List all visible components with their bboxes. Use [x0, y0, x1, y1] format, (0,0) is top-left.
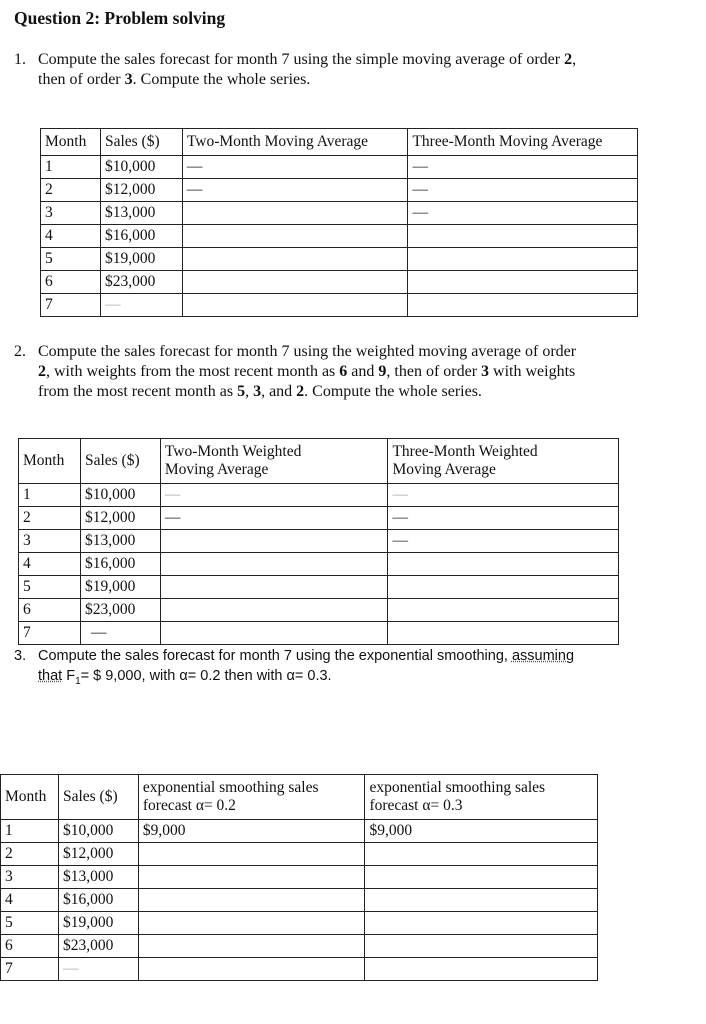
cell-three-month[interactable]: —: [408, 156, 638, 179]
cell-month: 7: [1, 958, 59, 981]
cell-forecast-02[interactable]: [138, 843, 365, 866]
text: ,: [245, 383, 254, 400]
cell-month: 6: [41, 271, 101, 294]
question-3-text: [38, 646, 574, 692]
text: , and: [261, 383, 297, 400]
that-word: that: [38, 668, 63, 684]
cell-two-month[interactable]: —: [182, 179, 408, 202]
table-row: [1, 843, 598, 866]
cell-month: 3: [1, 866, 59, 889]
cell-forecast-03[interactable]: [365, 866, 598, 889]
cell-sales: $19,000: [58, 912, 138, 935]
cell-month: 2: [41, 179, 101, 202]
table-row: [1, 935, 598, 958]
cell-sales: $10,000: [100, 156, 182, 179]
cell-month: 7: [41, 294, 101, 317]
cell-three-month[interactable]: [388, 553, 619, 576]
order-2: 2: [38, 363, 46, 380]
cell-two-month[interactable]: [182, 202, 408, 225]
cell-two-month[interactable]: [182, 294, 408, 317]
table-row: [19, 622, 619, 645]
table-row: [41, 294, 638, 317]
table-row: [19, 507, 619, 530]
cell-three-month[interactable]: —: [388, 530, 619, 553]
table-row: [19, 599, 619, 622]
cell-two-month[interactable]: —: [182, 156, 408, 179]
header-month: Month: [41, 129, 101, 156]
cell-sales: —: [80, 622, 160, 645]
table-header-row: [19, 439, 619, 484]
cell-month: 5: [1, 912, 59, 935]
cell-month: 4: [41, 225, 101, 248]
cell-two-month[interactable]: —: [160, 507, 388, 530]
text: F: [62, 668, 76, 684]
cell-month: 4: [1, 889, 59, 912]
question-3: [14, 646, 704, 688]
cell-three-month[interactable]: [408, 294, 638, 317]
cell-two-month[interactable]: [182, 271, 408, 294]
cell-two-month[interactable]: [160, 530, 388, 553]
weight-2: 2: [296, 383, 305, 400]
cell-forecast-03[interactable]: $9,000: [365, 820, 598, 843]
weight-5: 5: [237, 383, 246, 400]
question-2-text: [38, 342, 576, 402]
cell-forecast-03[interactable]: [365, 843, 598, 866]
table-row: [19, 553, 619, 576]
cell-month: 7: [19, 622, 81, 645]
question-1-line2: then of order: [38, 71, 125, 88]
weight-3: 3: [253, 383, 262, 400]
cell-sales: $16,000: [58, 889, 138, 912]
header-exp-smoothing-02: [138, 775, 365, 820]
cell-month: 3: [19, 530, 81, 553]
cell-three-month[interactable]: [408, 225, 638, 248]
order-2: 2: [564, 51, 573, 68]
weight-9: 9: [378, 363, 387, 380]
punct: ,: [572, 51, 577, 68]
table-weighted-moving-average: [18, 438, 619, 645]
table-row: [19, 576, 619, 599]
cell-forecast-02[interactable]: [138, 889, 365, 912]
cell-two-month[interactable]: —: [160, 484, 388, 507]
table-row: [1, 889, 598, 912]
question-1-number: 1.: [14, 51, 26, 68]
cell-sales: $23,000: [58, 935, 138, 958]
table-header-row: [41, 129, 638, 156]
cell-three-month[interactable]: [408, 271, 638, 294]
question-1: [14, 50, 694, 94]
question-1-line2-end: . Compute the whole series.: [132, 71, 311, 88]
cell-sales: $12,000: [100, 179, 182, 202]
table-row: [41, 179, 638, 202]
cell-two-month[interactable]: [160, 599, 388, 622]
cell-month: 2: [19, 507, 81, 530]
cell-sales: $19,000: [100, 248, 182, 271]
cell-two-month[interactable]: [160, 622, 388, 645]
cell-three-month[interactable]: [408, 248, 638, 271]
header-line: forecast α= 0.2: [142, 797, 236, 814]
table-exponential-smoothing: [0, 774, 598, 981]
cell-sales: $16,000: [100, 225, 182, 248]
question-2: [14, 342, 694, 404]
table-row: [19, 530, 619, 553]
header-sales: Sales ($): [80, 439, 160, 484]
cell-three-month[interactable]: —: [388, 507, 619, 530]
table-row: [1, 912, 598, 935]
cell-sales: $19,000: [80, 576, 160, 599]
cell-sales: —: [58, 958, 138, 981]
cell-month: 6: [1, 935, 59, 958]
cell-month: 3: [41, 202, 101, 225]
table-row: [41, 248, 638, 271]
question-3-line1: Compute the sales forecast for month 7 using the exponential smoothing,: [38, 648, 512, 664]
cell-three-month[interactable]: —: [408, 179, 638, 202]
cell-sales: $16,000: [80, 553, 160, 576]
header-sales: Sales ($): [100, 129, 182, 156]
subscript: 1: [75, 675, 81, 687]
table-row: [1, 820, 598, 843]
cell-sales: $10,000: [58, 820, 138, 843]
header-three-month: Three-Month Moving Average: [408, 129, 638, 156]
text: from the most recent month as: [38, 383, 238, 400]
cell-forecast-02[interactable]: [138, 935, 365, 958]
cell-sales: $12,000: [58, 843, 138, 866]
cell-three-month[interactable]: [388, 622, 619, 645]
cell-sales: $10,000: [80, 484, 160, 507]
table-row: [41, 202, 638, 225]
cell-month: 1: [41, 156, 101, 179]
cell-forecast-03[interactable]: [365, 958, 598, 981]
header-month: Month: [19, 439, 81, 484]
cell-three-month[interactable]: —: [388, 484, 619, 507]
text: with weights: [489, 363, 576, 380]
cell-three-month[interactable]: —: [408, 202, 638, 225]
cell-sales: $23,000: [100, 271, 182, 294]
question-2-number: 2.: [14, 343, 26, 360]
cell-month: 6: [19, 599, 81, 622]
cell-forecast-02[interactable]: [138, 958, 365, 981]
header-line: forecast α= 0.3: [369, 797, 463, 814]
cell-sales: $13,000: [80, 530, 160, 553]
table-row: [41, 225, 638, 248]
header-sales: Sales ($): [58, 775, 138, 820]
header-three-month-weighted: [388, 439, 619, 484]
header-line: Moving Average: [164, 461, 269, 478]
cell-two-month[interactable]: [160, 553, 388, 576]
cell-month: 5: [19, 576, 81, 599]
header-month: Month: [1, 775, 59, 820]
text: , then of order: [386, 363, 482, 380]
cell-two-month[interactable]: [160, 576, 388, 599]
page-title: Question 2: Problem solving: [14, 8, 226, 28]
text: , with weights from the most recent month as: [46, 363, 340, 380]
header-line: Two-Month Weighted: [164, 443, 302, 460]
weight-6: 6: [339, 363, 348, 380]
table-simple-moving-average: [40, 128, 638, 317]
cell-sales: $23,000: [80, 599, 160, 622]
assuming-word: assuming: [511, 648, 575, 664]
cell-month: 1: [19, 484, 81, 507]
text: and: [347, 363, 379, 380]
text: = $ 9,000, with α= 0.2 then with α= 0.3.: [80, 668, 332, 684]
cell-month: 4: [19, 553, 81, 576]
cell-three-month[interactable]: [388, 576, 619, 599]
cell-sales: $13,000: [100, 202, 182, 225]
text: . Compute the whole series.: [304, 383, 482, 400]
header-two-month: Two-Month Moving Average: [182, 129, 408, 156]
header-line: exponential smoothing sales: [142, 779, 319, 796]
table-row: [1, 958, 598, 981]
cell-forecast-03[interactable]: [365, 889, 598, 912]
cell-forecast-02[interactable]: $9,000: [138, 820, 365, 843]
cell-three-month[interactable]: [388, 599, 619, 622]
cell-forecast-02[interactable]: [138, 866, 365, 889]
header-two-month-weighted: [160, 439, 388, 484]
cell-two-month[interactable]: [182, 225, 408, 248]
table-row: [41, 156, 638, 179]
table-row: [19, 484, 619, 507]
header-line: Moving Average: [392, 461, 496, 478]
cell-two-month[interactable]: [182, 248, 408, 271]
cell-month: 2: [1, 843, 59, 866]
header-line: exponential smoothing sales: [369, 779, 546, 796]
question-1-text: [38, 50, 576, 90]
question-1-line1: Compute the sales forecast for month 7 using the simple moving average of order: [38, 51, 565, 68]
order-3: 3: [481, 363, 490, 380]
cell-sales: $12,000: [80, 507, 160, 530]
table-row: [41, 271, 638, 294]
order-3: 3: [124, 71, 133, 88]
cell-sales: —: [100, 294, 182, 317]
cell-forecast-02[interactable]: [138, 912, 365, 935]
question-3-number: 3.: [14, 648, 27, 664]
question-2-line1: Compute the sales forecast for month 7 using the weighted moving average of order: [38, 343, 577, 360]
cell-forecast-03[interactable]: [365, 912, 598, 935]
header-line: Three-Month Weighted: [392, 443, 538, 460]
header-exp-smoothing-03: [365, 775, 598, 820]
cell-month: 5: [41, 248, 101, 271]
cell-sales: $13,000: [58, 866, 138, 889]
table-row: [1, 866, 598, 889]
cell-forecast-03[interactable]: [365, 935, 598, 958]
table-header-row: [1, 775, 598, 820]
cell-month: 1: [1, 820, 59, 843]
